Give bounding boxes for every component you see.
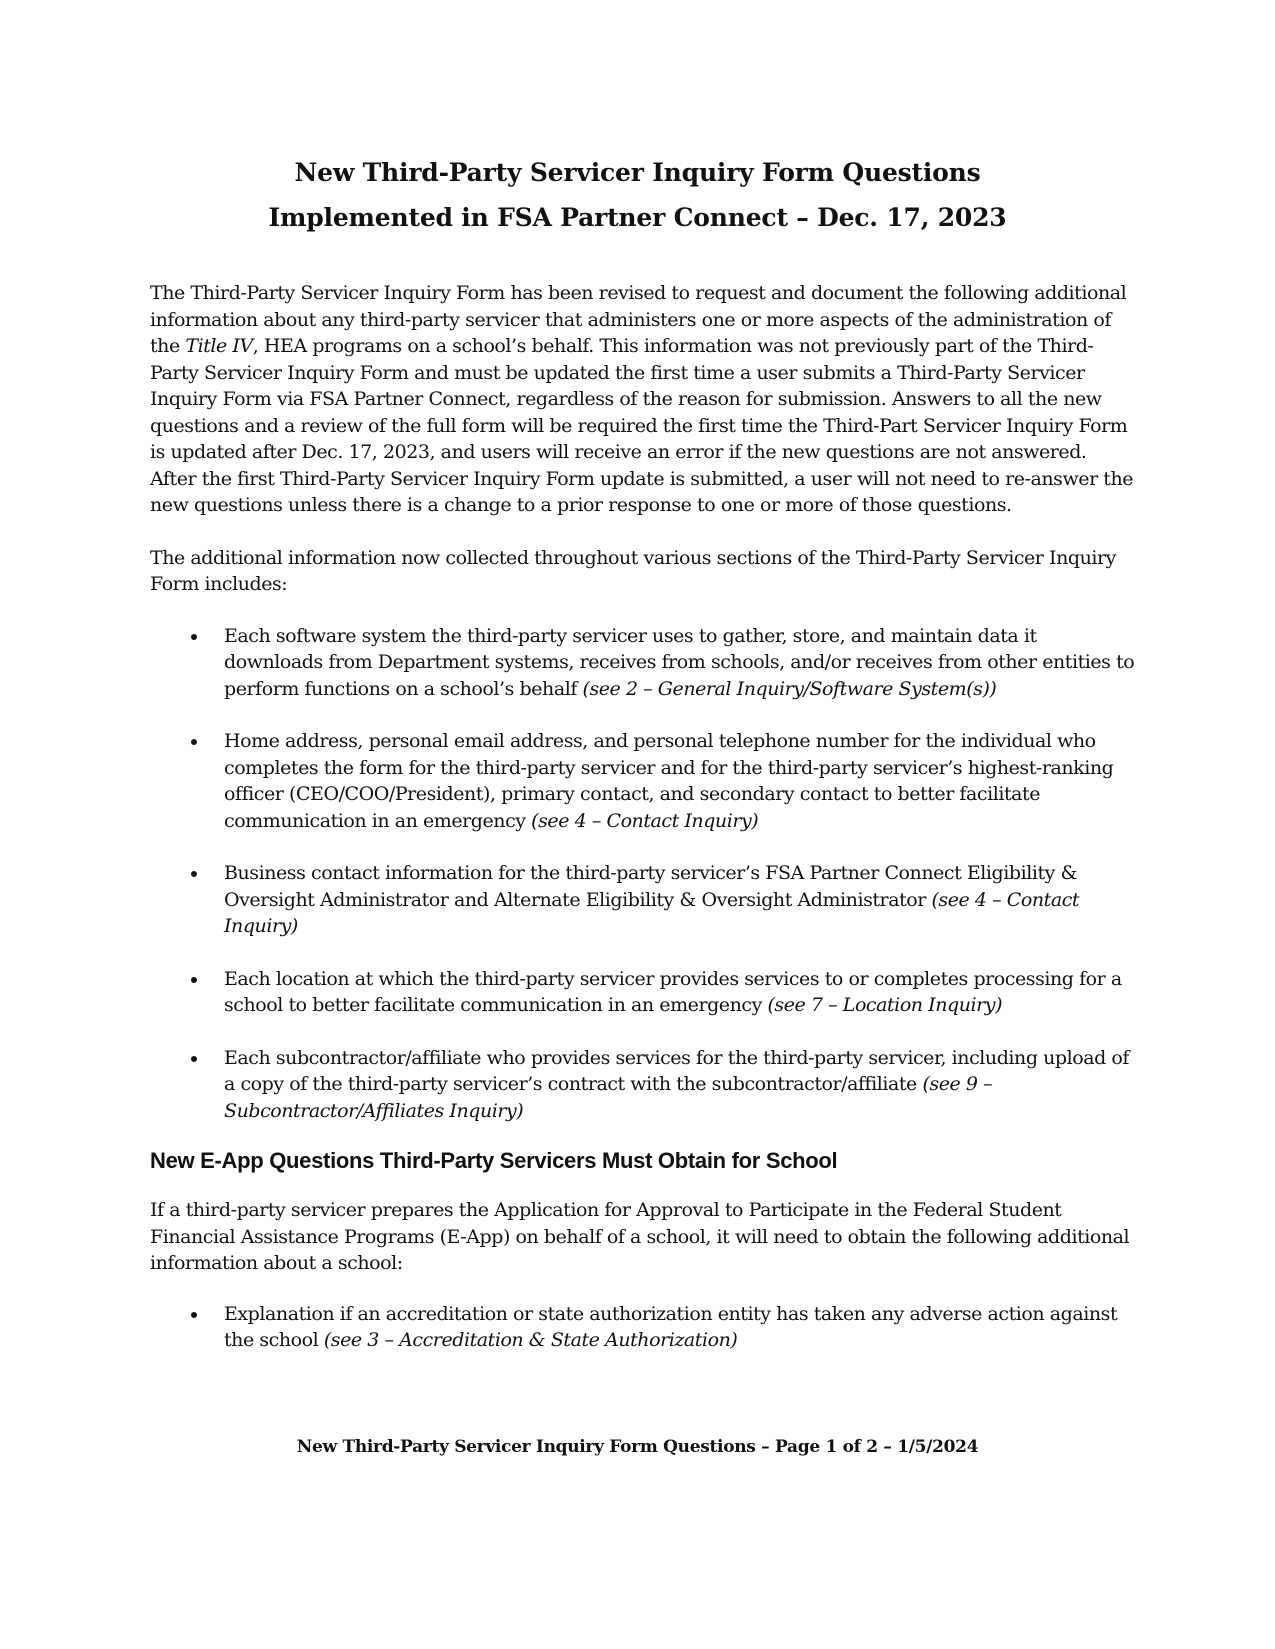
list-item-text: Explanation if an accreditation or state authorization entity has taken any adverse action against the school — [224, 1302, 1118, 1351]
list-item-reference: (see 3 – Accreditation & State Authorization) — [323, 1329, 738, 1351]
list-item-reference: (see 7 – Location Inquiry) — [767, 994, 1003, 1016]
list-item-reference: (see 4 – Contact Inquiry) — [531, 809, 759, 832]
document-body — [150, 280, 1135, 1380]
list-item-text: Each software system the third-party servicer uses to gather, store, and maintain data it downloads from Department systems, receives from schools, and/or receives from other entities to perform functions on a school’s behalf — [224, 624, 1135, 700]
list-item — [150, 1045, 1135, 1125]
bullet-icon — [191, 1056, 197, 1062]
page-footer: New Third-Party Servicer Inquiry Form Questions – Page 1 of 2 – 1/5/2024 — [296, 1437, 979, 1457]
list-item-text: Home address, personal email address, and personal telephone number for the individual who completes the form for the third-party servicer and for the third-party servicer’s highest-ranking officer (CEO/COO/President), primary contact, and secondary contact to better facilitate communication in an emergency — [224, 730, 1114, 832]
intro-text-part2: , HEA programs on a school’s behalf. This information was not previously part of the Third-Party Servicer Inquiry Form and must be updated the first time a user submits a Third-Party Servicer Inquiry Form via FSA Partner Connect, regardless of the reason for submission. Answers to all the new questions and a review of the full form will be required the first time the Third-Part Servicer Inquiry Form is updated after Dec. 17, 2023, and users will receive an error if the new questions are not answered. After the first Third-Party Servicer Inquiry Form update is submitted, a user will not need to re-answer the new questions unless there is a change to a prior response to one or more of those questions. — [150, 335, 1134, 516]
bullet-icon — [191, 634, 197, 640]
list-item — [150, 728, 1135, 834]
bullet-icon — [191, 977, 197, 983]
list-item — [150, 623, 1135, 703]
list-item — [150, 1301, 1135, 1354]
bullet-icon — [191, 1312, 197, 1318]
intro-paragraph — [150, 280, 1135, 519]
list-item-reference: (see 9 – Subcontractor/Affiliates Inquiry) — [224, 1073, 993, 1122]
bullet-icon — [191, 739, 197, 745]
eapp-section-heading: New E-App Questions Third-Party Servicers Must Obtain for School — [150, 1148, 838, 1173]
additional-info-paragraph: The additional information now collected throughout various sections of the Third-Party Servicer Inquiry Form includes: — [150, 546, 1116, 595]
list-item-text: Each location at which the third-party servicer provides services to or completes processing for a school to better facilitate communication in an emergency — [224, 967, 1122, 1016]
eapp-list — [150, 1301, 1135, 1354]
eapp-intro-paragraph: If a third-party servicer prepares the Application for Approval to Participate in the Federal Student Financial Assistance Programs (E-App) on behalf of a school, it will need to obtain the following additional information about a school: — [150, 1199, 1130, 1274]
document-title — [0, 150, 1275, 240]
list-item — [150, 966, 1135, 1019]
list-item-text: Business contact information for the third-party servicer’s FSA Partner Connect Eligibility & Oversight Administrator and Alternate Eligibility & Oversight Administrator — [224, 862, 1077, 911]
list-item-reference: (see 4 – Contact Inquiry) — [224, 888, 1080, 937]
list-item — [150, 860, 1135, 940]
additional-info-list — [150, 623, 1135, 1125]
intro-text-italic: Title IV — [185, 335, 253, 357]
list-item-reference: (see 2 – General Inquiry/Software System(s)) — [582, 677, 997, 700]
title-line-1: New Third-Party Servicer Inquiry Form Questions — [294, 158, 981, 187]
bullet-icon — [191, 871, 197, 877]
title-line-2: Implemented in FSA Partner Connect – Dec. 17, 2023 — [268, 203, 1007, 232]
intro-text-part1: The Third-Party Servicer Inquiry Form has been revised to request and document the following additional information about any third-party servicer that administers one or more aspects of the administration of the — [150, 282, 1127, 357]
list-item-text: Each subcontractor/affiliate who provides services for the third-party servicer, including upload of a copy of the third-party servicer’s contract with the subcontractor/affiliate — [224, 1046, 1129, 1095]
